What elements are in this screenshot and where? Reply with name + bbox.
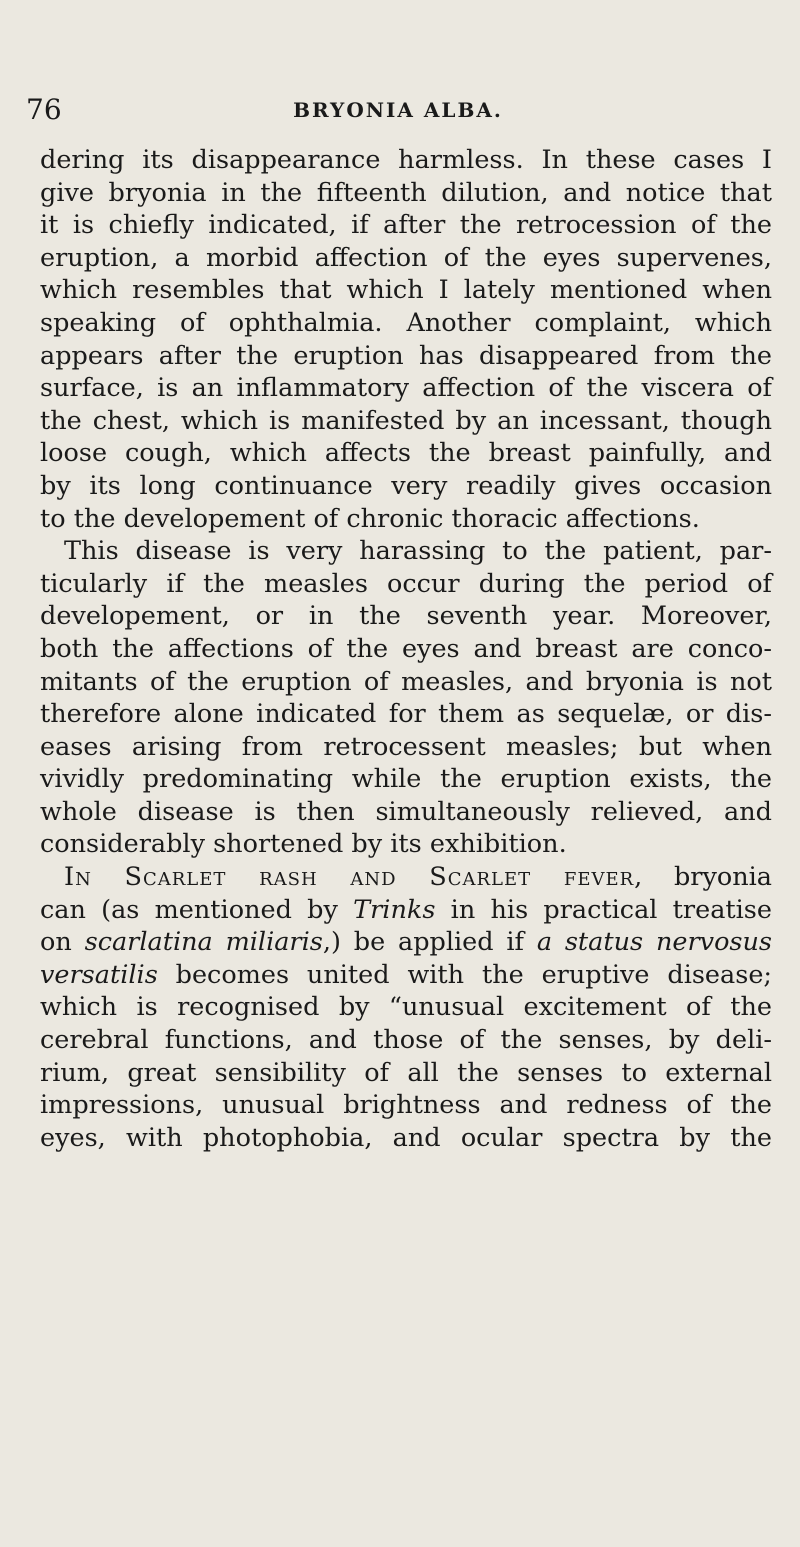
text-line: dering its disappearance harmless. In these cases I bbox=[40, 145, 772, 175]
italic-term: versatilis bbox=[40, 959, 158, 990]
text-line bbox=[40, 926, 772, 959]
text-line: eases arising from retrocessent measles; but when bbox=[40, 731, 772, 762]
text-line: This disease is very harassing to the patient, par- bbox=[64, 536, 772, 567]
text-line: both the affections of the eyes and breast are conco- bbox=[40, 633, 772, 664]
text-span: ,) be applied if bbox=[322, 927, 537, 958]
text-span: on bbox=[40, 927, 85, 958]
page-header bbox=[26, 90, 770, 130]
body-text bbox=[40, 144, 772, 1154]
text-line bbox=[40, 861, 772, 894]
text-line: ticularly if the measles occur during the period of bbox=[40, 568, 772, 599]
text-line: considerably shortened by its exhibition. bbox=[40, 829, 567, 860]
text-line bbox=[40, 959, 772, 992]
text-line: to the developement of chronic thoracic affections. bbox=[40, 503, 700, 534]
text-line: it is chiefly indicated, if after the retrocession of the bbox=[40, 210, 772, 241]
text-line: give bryonia in the fifteenth dilution, and notice that bbox=[40, 177, 772, 208]
text-line: which resembles that which I lately mentioned when bbox=[40, 275, 772, 306]
text-line: impressions, unusual brightness and redness of the bbox=[40, 1090, 772, 1121]
text-line: whole disease is then simultaneously relieved, and bbox=[40, 796, 772, 827]
running-head: BRYONIA ALBA. bbox=[293, 98, 503, 122]
text-span: , bryonia bbox=[634, 862, 773, 893]
text-line bbox=[40, 894, 772, 927]
text-line: cerebral functions, and those of the senses, by deli- bbox=[40, 1025, 772, 1056]
text-line: vividly predominating while the eruption exists, the bbox=[40, 764, 772, 795]
page-number: 76 bbox=[26, 93, 62, 126]
text-line: eruption, a morbid affection of the eyes supervenes, bbox=[40, 242, 772, 273]
text-line: appears after the eruption has disappeared from the bbox=[40, 340, 772, 371]
text-line: surface, is an inflammatory affection of the viscera of bbox=[40, 373, 772, 404]
text-line: loose cough, which affects the breast painfully, and bbox=[40, 438, 772, 469]
italic-author: Trinks bbox=[353, 894, 436, 925]
italic-term: a status nervosus bbox=[536, 927, 773, 958]
text-line: mitants of the eruption of measles, and bryonia is not bbox=[40, 666, 772, 697]
text-span: can (as mentioned by bbox=[40, 894, 354, 925]
text-line: therefore alone indicated for them as sequelæ, or dis- bbox=[40, 699, 772, 730]
text-span: becomes united with the eruptive disease; bbox=[157, 959, 772, 990]
section-heading: In Scarlet rash and Scarlet fever bbox=[64, 862, 635, 893]
text-line: eyes, with photophobia, and ocular spectra by the bbox=[40, 1122, 772, 1153]
text-line: by its long continuance very readily gives occasion bbox=[40, 470, 772, 501]
text-line: developement, or in the seventh year. Moreover, bbox=[40, 601, 772, 632]
text-line: which is recognised by “unusual excitement of the bbox=[40, 992, 772, 1023]
text-line: speaking of ophthalmia. Another complaint, which bbox=[40, 307, 772, 338]
text-span: in his practical treatise bbox=[435, 894, 772, 925]
text-line: rium, great sensibility of all the senses to external bbox=[40, 1057, 772, 1088]
text-line: the chest, which is manifested by an incessant, though bbox=[40, 405, 772, 436]
italic-term: scarlatina miliaris bbox=[84, 927, 323, 958]
